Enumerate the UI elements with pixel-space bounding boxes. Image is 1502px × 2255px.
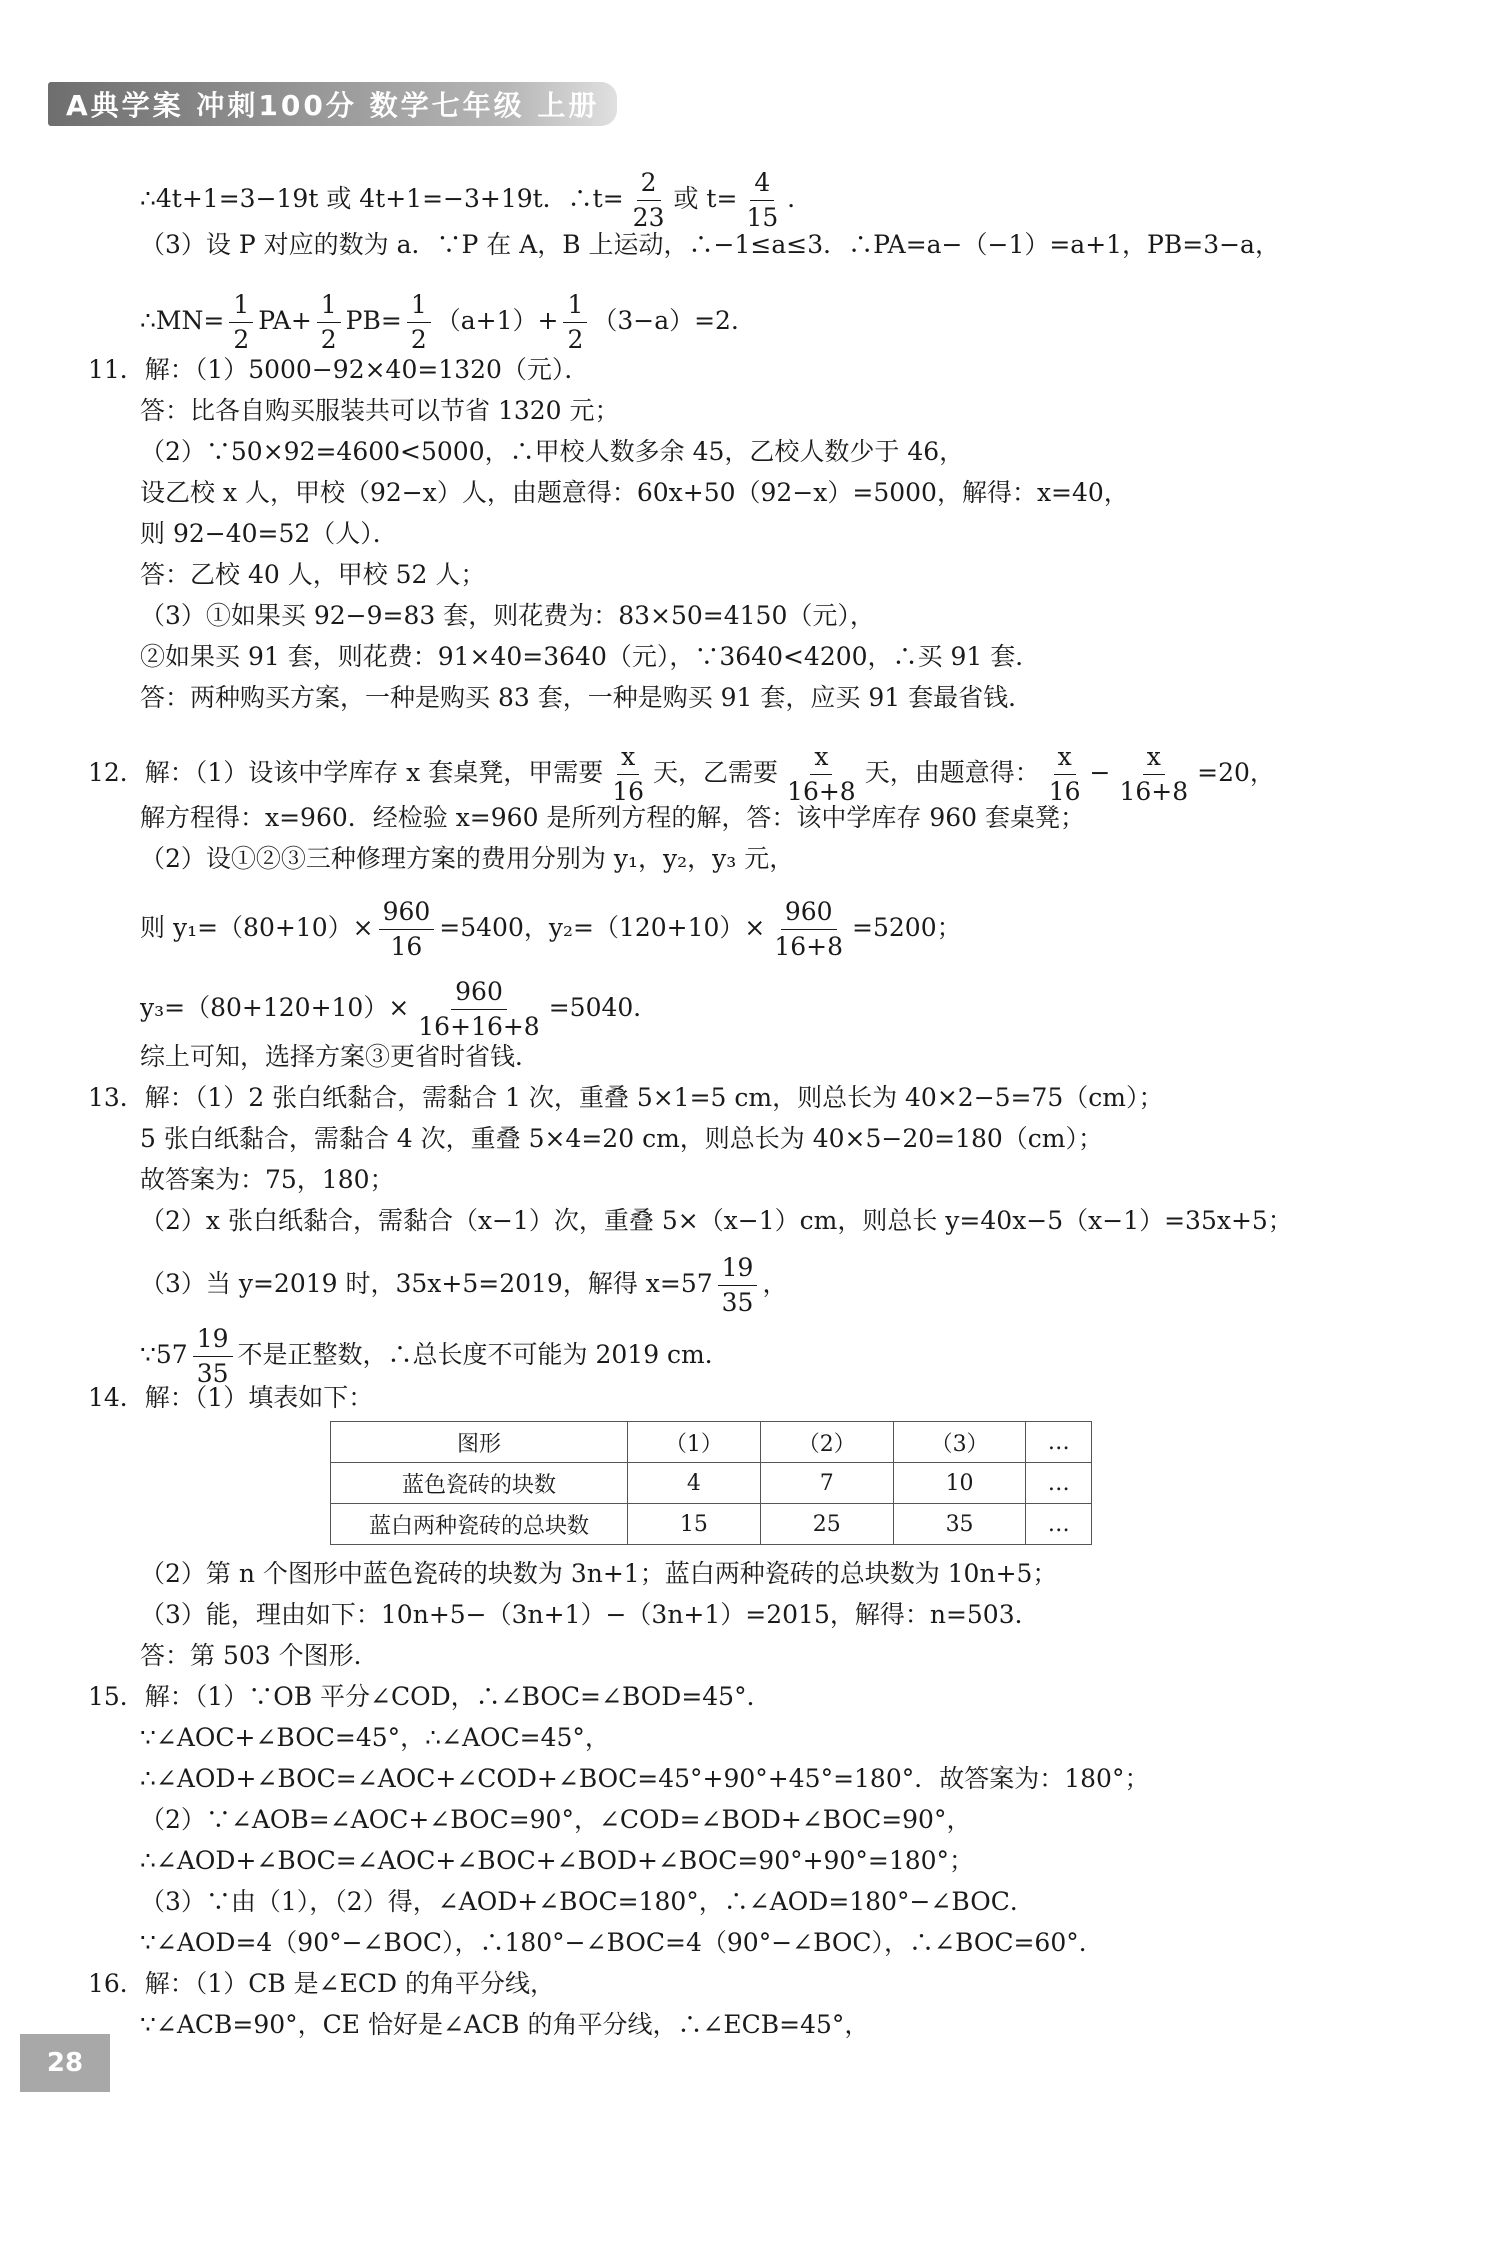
text: ∵57 (140, 1340, 188, 1369)
numerator: 960 (379, 895, 435, 930)
solution-line (140, 975, 658, 1044)
solution-line: 答：第 503 个图形． (140, 1641, 379, 1670)
question-15-line: 15．解：（1）∵OB 平分∠COD，∴∠BOC=∠BOD=45°． (88, 1682, 772, 1711)
fraction (379, 895, 435, 964)
fraction (229, 288, 253, 357)
text: 不是正整数，∴总长度不可能为 2019 cm． (237, 1340, 730, 1369)
denominator: 16+16+8 (418, 1012, 540, 1041)
solution-line: 解方程得：x=960．经检验 x=960 是所列方程的解，答：该中学库存 960 套桌凳； (140, 803, 1086, 832)
text: ． (787, 184, 813, 213)
text: =5040． (548, 993, 659, 1022)
denominator: 2 (320, 325, 337, 354)
solution-line: ∴∠AOD+∠BOC=∠AOC+∠COD+∠BOC=45°+90°+45°=180°．故答案为：180°； (140, 1764, 1150, 1793)
table-cell: 蓝色瓷砖的块数 (331, 1463, 628, 1504)
solution-line: （3）能，理由如下：10n+5−（3n+1）−（3n+1）=2015，解得：n=503． (140, 1600, 1040, 1629)
tile-count-table (330, 1421, 1092, 1545)
solution-line: 则 92−40=52（人）． (140, 519, 398, 548)
denominator: 16+8 (1119, 777, 1189, 806)
text: 天，由题意得： (864, 758, 1040, 787)
numerator: 1 (317, 288, 341, 323)
fraction (407, 288, 431, 357)
table-cell: 图形 (331, 1422, 628, 1463)
text: 12．解：（1）设该中学库存 x 套桌凳，甲需要 (88, 758, 604, 787)
solution-line (140, 288, 756, 357)
text: ∴MN= (140, 306, 225, 335)
denominator: 23 (632, 203, 665, 232)
numerator: 1 (407, 288, 431, 323)
text: =5200； (852, 913, 962, 942)
denominator: 35 (196, 1359, 229, 1388)
fraction (629, 166, 669, 235)
numerator: x (1143, 740, 1165, 775)
solution-line: （2）x 张白纸黏合，需黏合（x−1）次，重叠 5×（x−1）cm，则总长 y=40x−5（x−1）=35x+5； (140, 1206, 1293, 1235)
solution-line: （2）∵∠AOB=∠AOC+∠BOC=90°，∠COD=∠BOD+∠BOC=90°， (140, 1805, 972, 1834)
page-number: 28 (20, 2034, 110, 2092)
solution-line: ∵∠ACB=90°，CE 恰好是∠ACB 的角平分线，∴∠ECB=45°， (140, 2010, 870, 2039)
text: 则 y₁=（80+10）× (140, 913, 374, 942)
solution-line (140, 166, 812, 235)
text: ， (762, 1269, 788, 1298)
solution-line: （3）设 P 对应的数为 a．∵P 在 A，B 上运动，∴−1≤a≤3．∴PA=a−（−1）=a+1，PB=3−a， (140, 230, 1280, 259)
table-cell: （2） (760, 1422, 893, 1463)
table-cell: 35 (893, 1504, 1026, 1545)
question-16-line: 16．解：（1）CB 是∠ECD 的角平分线， (88, 1969, 555, 1998)
text: （3−a）=2． (592, 306, 756, 335)
solution-line: 答：两种购买方案，一种是购买 83 套，一种是购买 91 套，应买 91 套最省钱． (140, 683, 1034, 712)
table-cell: 10 (893, 1463, 1026, 1504)
solution-line: ②如果买 91 套，则花费：91×40=3640（元），∵3640<4200，∴买 91 套． (140, 642, 1041, 671)
table-cell: 4 (628, 1463, 761, 1504)
numerator: x (1054, 740, 1076, 775)
table-row (331, 1463, 1092, 1504)
text: PA+ (258, 306, 312, 335)
solution-line: （2）∵50×92=4600<5000，∴甲校人数多余 45，乙校人数少于 46， (140, 437, 965, 466)
numerator: 4 (750, 166, 774, 201)
text: （3）当 y=2019 时，35x+5=2019，解得 x=57 (140, 1269, 713, 1298)
table-cell: … (1026, 1463, 1092, 1504)
book-title-banner: A典学案 冲刺100分 数学七年级 上册 (48, 82, 617, 126)
question-14-line: 14．解：（1）填表如下： (88, 1383, 374, 1412)
fraction (563, 288, 587, 357)
solution-line: （2）设①②③三种修理方案的费用分别为 y₁，y₂，y₃ 元， (140, 844, 795, 873)
text: =5400，y₂=（120+10）× (439, 913, 766, 942)
question-13-line: 13．解：（1）2 张白纸黏合，需黏合 1 次，重叠 5×1=5 cm，则总长为 40×2−5=75（cm）； (88, 1083, 1164, 1112)
question-11-line: 11．解：（1）5000−92×40=1320（元）． (88, 355, 590, 384)
denominator: 2 (410, 325, 427, 354)
numerator: 1 (563, 288, 587, 323)
text: y₃=（80+120+10）× (140, 993, 410, 1022)
numerator: 19 (193, 1322, 233, 1357)
numerator: 960 (781, 895, 837, 930)
table-cell: 7 (760, 1463, 893, 1504)
solution-line: 5 张白纸黏合，需黏合 4 次，重叠 5×4=20 cm，则总长为 40×5−20=180（cm）； (140, 1124, 1104, 1153)
table-cell: … (1026, 1504, 1092, 1545)
solution-line: ∵∠AOD=4（90°−∠BOC），∴180°−∠BOC=4（90°−∠BOC），∴∠BOC=60°． (140, 1928, 1104, 1957)
text: （a+1）+ (435, 306, 559, 335)
table-header-row (331, 1422, 1092, 1463)
solution-line: 故答案为：75，180； (140, 1165, 395, 1194)
text: − (1089, 758, 1111, 787)
solution-line: （2）第 n 个图形中蓝色瓷砖的块数为 3n+1；蓝白两种瓷砖的总块数为 10n+5； (140, 1559, 1058, 1588)
fraction (718, 1251, 758, 1320)
fraction (742, 166, 782, 235)
fraction (1116, 740, 1193, 809)
table-row (331, 1504, 1092, 1545)
denominator: 16+8 (787, 777, 856, 806)
denominator: 35 (721, 1288, 754, 1317)
denominator: 2 (233, 325, 250, 354)
text: 天，乙需要 (653, 758, 779, 787)
solution-line: ∵∠AOC+∠BOC=45°，∴∠AOC=45°， (140, 1723, 610, 1752)
numerator: 2 (637, 166, 661, 201)
solution-line: 答：比各自购买服装共可以节省 1320 元； (140, 396, 620, 425)
text: 或 t= (673, 184, 738, 213)
fraction (317, 288, 341, 357)
numerator: 19 (718, 1251, 758, 1286)
solution-line: （3）∵由（1），（2）得，∠AOD+∠BOC=180°，∴∠AOD=180°−∠BOC． (140, 1887, 1035, 1916)
denominator: 16 (612, 777, 645, 806)
text: =20， (1197, 758, 1275, 787)
table-cell: 25 (760, 1504, 893, 1545)
fraction (608, 740, 648, 809)
denominator: 16 (1048, 777, 1081, 806)
numerator: x (617, 740, 639, 775)
solution-line (140, 895, 962, 964)
table-cell: 15 (628, 1504, 761, 1545)
fraction (414, 975, 543, 1044)
solution-line (140, 1251, 787, 1320)
solution-line: 综上可知，选择方案③更省时省钱． (140, 1042, 541, 1071)
table-cell: … (1026, 1422, 1092, 1463)
numerator: x (810, 740, 832, 775)
denominator: 16 (390, 932, 423, 961)
table-cell: 蓝白两种瓷砖的总块数 (331, 1504, 628, 1545)
fraction (770, 895, 847, 964)
solution-line: （3）①如果买 92−9=83 套，则花费为：83×50=4150（元）， (140, 601, 875, 630)
question-12-line (88, 740, 1275, 809)
table-cell: （1） (628, 1422, 761, 1463)
denominator: 15 (746, 203, 779, 232)
denominator: 16+8 (774, 932, 844, 961)
numerator: 960 (451, 975, 507, 1010)
denominator: 2 (567, 325, 584, 354)
numerator: 1 (229, 288, 253, 323)
text: ∴4t+1=3−19t 或 4t+1=−3+19t．∴t= (140, 184, 624, 213)
fraction (1045, 740, 1085, 809)
text: PB= (345, 306, 402, 335)
solution-line: ∴∠AOD+∠BOC=∠AOC+∠BOC+∠BOD+∠BOC=90°+90°=180°； (140, 1846, 975, 1875)
table-cell: （3） (893, 1422, 1026, 1463)
fraction (783, 740, 860, 809)
solution-line: 答：乙校 40 人，甲校 52 人； (140, 560, 486, 589)
solution-line: 设乙校 x 人，甲校（92−x）人，由题意得：60x+50（92−x）=5000，解得：x=40， (140, 478, 1129, 507)
